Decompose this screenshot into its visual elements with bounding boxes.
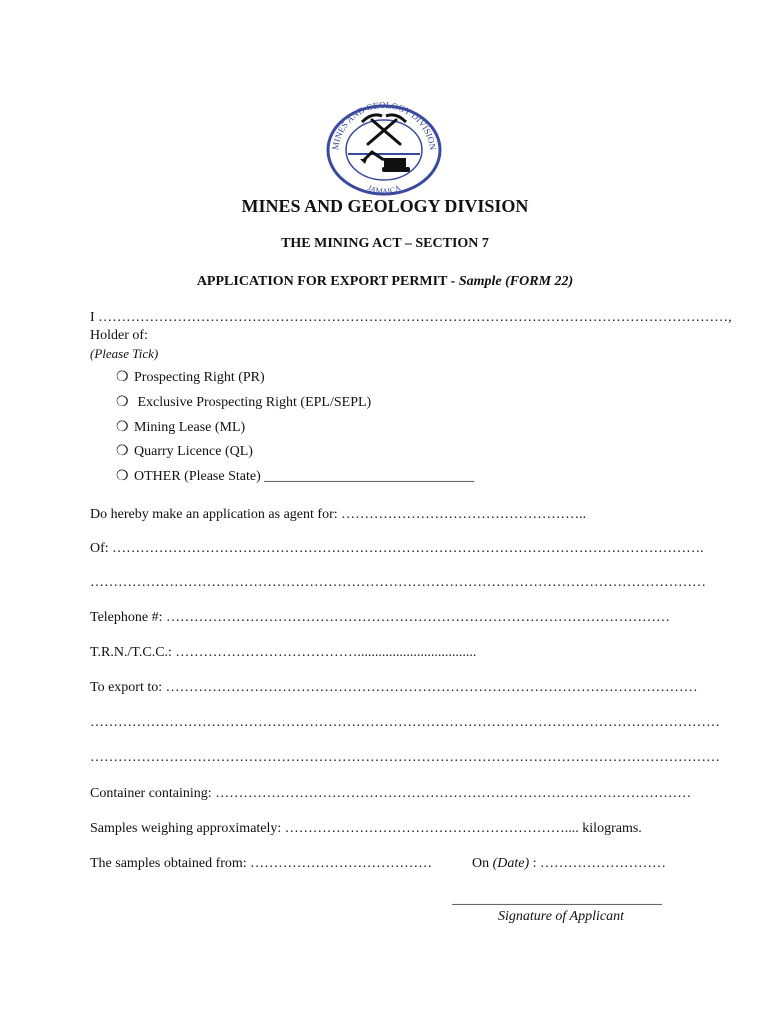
seal-bottom-text: JAMAICA <box>365 183 402 196</box>
checkbox-bullet-icon[interactable]: ❍ <box>116 444 129 459</box>
date-dots: : ……………………… <box>529 856 667 871</box>
option-other[interactable] <box>116 468 474 485</box>
application-heading-prefix: APPLICATION FOR EXPORT PERMIT - <box>196 274 459 289</box>
application-heading-form: Sample (FORM 22) <box>458 274 574 289</box>
agent-for-line[interactable]: Do hereby make an application as agent for: …………………………………………….. <box>90 507 587 522</box>
container-line[interactable]: Container containing: ………………………………………………………………………………………… <box>90 786 692 801</box>
please-tick-note: (Please Tick) <box>90 346 159 361</box>
mining-act-heading: THE MINING ACT – SECTION 7 <box>281 236 489 251</box>
checkbox-bullet-icon[interactable]: ❍ <box>116 420 129 435</box>
samples-obtained-label: The samples obtained from: ………………………………… <box>90 856 433 871</box>
samples-obtained-line[interactable] <box>90 856 432 872</box>
application-heading <box>0 274 770 290</box>
export-to-line-2[interactable]: ……………………………………………………………………………………………………………………… <box>90 715 720 730</box>
seal-arc-text: MINES AND GEOLOGY DIVISION <box>330 102 438 151</box>
of-address-line[interactable]: Of: ………………………………………………………………………………………………………………. <box>90 541 704 556</box>
date-label: (Date) <box>492 856 530 871</box>
date-line[interactable] <box>472 856 666 872</box>
signature-line[interactable]: ______________________________ <box>452 892 662 907</box>
mines-geology-seal-logo <box>324 102 444 196</box>
option-label: OTHER (Please State) ______________________________ <box>134 469 475 484</box>
option-label: Mining Lease (ML) <box>134 420 246 435</box>
holder-of-label: Holder of: <box>90 328 148 343</box>
telephone-line[interactable]: Telephone #: ……………………………………………………………………………………………… <box>90 610 670 625</box>
samples-weight-line[interactable]: Samples weighing approximately: …………………………………………………….... kilograms. <box>90 821 642 836</box>
export-to-line-3[interactable]: ……………………………………………………………………………………………………………………… <box>90 750 720 765</box>
option-quarry-licence[interactable] <box>116 443 253 460</box>
signature-label: Signature of Applicant <box>498 909 624 924</box>
trn-tcc-line[interactable]: T.R.N./T.C.C.: ………………………………….................................. <box>90 645 477 660</box>
option-label: Prospecting Right (PR) <box>134 370 265 385</box>
date-on-prefix: On <box>472 856 493 871</box>
export-to-line[interactable]: To export to: …………………………………………………………………………………………………… <box>90 680 698 695</box>
of-address-line-2[interactable]: …………………………………………………………………………………………………………………… <box>90 575 706 590</box>
option-label: Quarry Licence (QL) <box>134 444 253 459</box>
applicant-name-line[interactable]: I ………………………………………………………………………………………………………………………, <box>90 310 732 325</box>
option-label: Exclusive Prospecting Right (EPL/SEPL) <box>134 395 372 410</box>
checkbox-bullet-icon[interactable]: ❍ <box>116 469 129 484</box>
option-mining-lease[interactable] <box>116 419 245 436</box>
option-exclusive-prospecting-right[interactable] <box>116 394 371 411</box>
division-title: MINES AND GEOLOGY DIVISION <box>241 196 529 216</box>
checkbox-bullet-icon[interactable]: ❍ <box>116 370 129 385</box>
checkbox-bullet-icon[interactable]: ❍ <box>116 395 129 410</box>
option-prospecting-right[interactable] <box>116 369 265 386</box>
